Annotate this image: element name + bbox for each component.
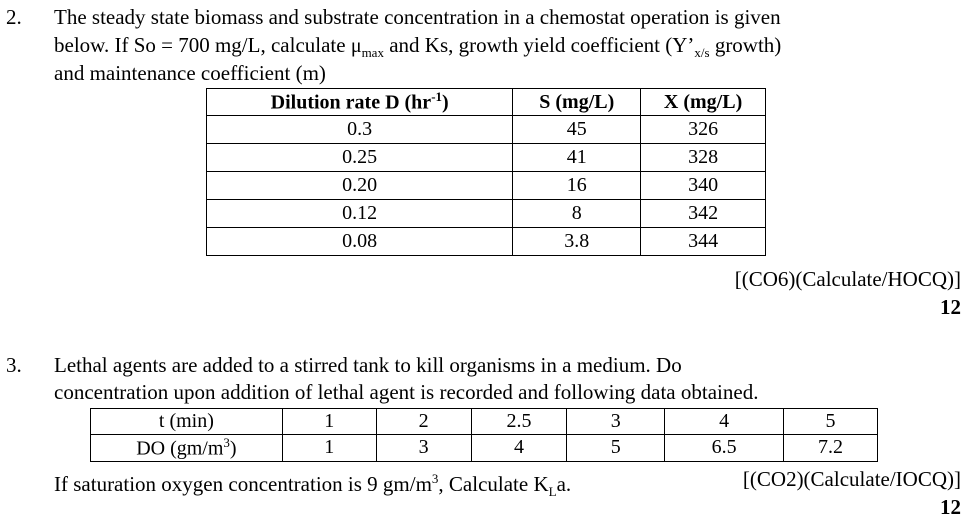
table-row (207, 172, 766, 200)
q2-line-2-text-c: growth) (709, 33, 782, 57)
cell-biomass: 344 (641, 228, 766, 256)
header-dilution-sup: -1 (431, 89, 443, 105)
row-label-time: t (min) (91, 409, 283, 435)
cell-time: 2.5 (471, 409, 567, 435)
cell-do: 1 (282, 435, 376, 462)
cell-biomass: 340 (641, 172, 766, 200)
header-biomass: X (mg/L) (641, 89, 766, 116)
row-label-do-text: DO (gm/m (136, 437, 224, 460)
cell-dilution: 0.3 (207, 116, 513, 144)
table-row (91, 435, 878, 462)
table-row (207, 144, 766, 172)
cell-time: 1 (282, 409, 376, 435)
mu-symbol: μ (350, 35, 362, 57)
q3-marks: 12 (940, 495, 961, 519)
q2-marks: 12 (940, 295, 961, 319)
cell-dilution: 0.25 (207, 144, 513, 172)
row-label-do-close: ) (229, 437, 237, 460)
cell-do: 5 (567, 435, 665, 462)
mu-subscript: max (361, 45, 384, 61)
q2-line-3: and maintenance coefficient (m) (54, 61, 326, 85)
cell-biomass: 342 (641, 200, 766, 228)
header-dilution-close: ) (442, 91, 449, 114)
q3-line-3 (54, 466, 571, 505)
header-dilution-text: Dilution rate D (hr (270, 91, 432, 114)
table-row (207, 200, 766, 228)
table-row (91, 409, 878, 435)
cell-dilution: 0.20 (207, 172, 513, 200)
cell-substrate: 45 (513, 116, 641, 144)
q3-line-1: Lethal agents are added to a stirred tank to kill organisms in a medium. Do (54, 353, 682, 377)
header-substrate: S (mg/L) (513, 89, 641, 116)
q3-co-tag: [(CO2)(Calculate/IOCQ)] (742, 467, 961, 491)
chemostat-data-table (206, 88, 766, 256)
q2-line-2-text-a: below. If So = 700 mg/L, calculate (54, 33, 351, 57)
cell-time: 2 (376, 409, 471, 435)
kla-subscript: L (548, 484, 557, 500)
cell-time: 5 (784, 409, 878, 435)
oxygen-data-table (90, 408, 878, 462)
q3-line-3-text-b: , Calculate K (438, 472, 549, 496)
q2-number: 2. (6, 5, 22, 29)
cell-dilution: 0.08 (207, 228, 513, 256)
cell-substrate: 8 (513, 200, 641, 228)
q2-line-1: The steady state biomass and substrate concentration in a chemostat operation is given (54, 5, 781, 29)
cell-substrate: 41 (513, 144, 641, 172)
q3-line-2: concentration upon addition of lethal agent is recorded and following data obtained. (54, 380, 759, 404)
yield-subscript: x/s (694, 45, 710, 61)
cell-biomass: 326 (641, 116, 766, 144)
cell-time: 3 (567, 409, 665, 435)
cell-time: 4 (665, 409, 784, 435)
cell-do: 7.2 (784, 435, 878, 462)
q2-co-tag: [(CO6)(Calculate/HOCQ)] (734, 267, 961, 291)
cell-substrate: 16 (513, 172, 641, 200)
cell-do: 6.5 (665, 435, 784, 462)
q3-line-3-text-c: a. (556, 472, 572, 496)
table-row (207, 116, 766, 144)
row-label-do-sup: 3 (223, 435, 230, 450)
header-dilution-rate (207, 89, 513, 116)
cell-substrate: 3.8 (513, 228, 641, 256)
row-label-do (91, 435, 283, 462)
q2-line-2-text-b: and Ks, growth yield coefficient (Y’ (383, 33, 695, 57)
table-header-row (207, 89, 766, 116)
cell-dilution: 0.12 (207, 200, 513, 228)
cell-do: 3 (376, 435, 471, 462)
q3-line-3-sup: 3 (431, 471, 439, 486)
cell-biomass: 328 (641, 144, 766, 172)
table-row (207, 228, 766, 256)
cell-do: 4 (471, 435, 567, 462)
q3-line-3-text-a: If saturation oxygen concentration is 9 gm/m (54, 472, 432, 496)
q3-number: 3. (6, 353, 22, 377)
